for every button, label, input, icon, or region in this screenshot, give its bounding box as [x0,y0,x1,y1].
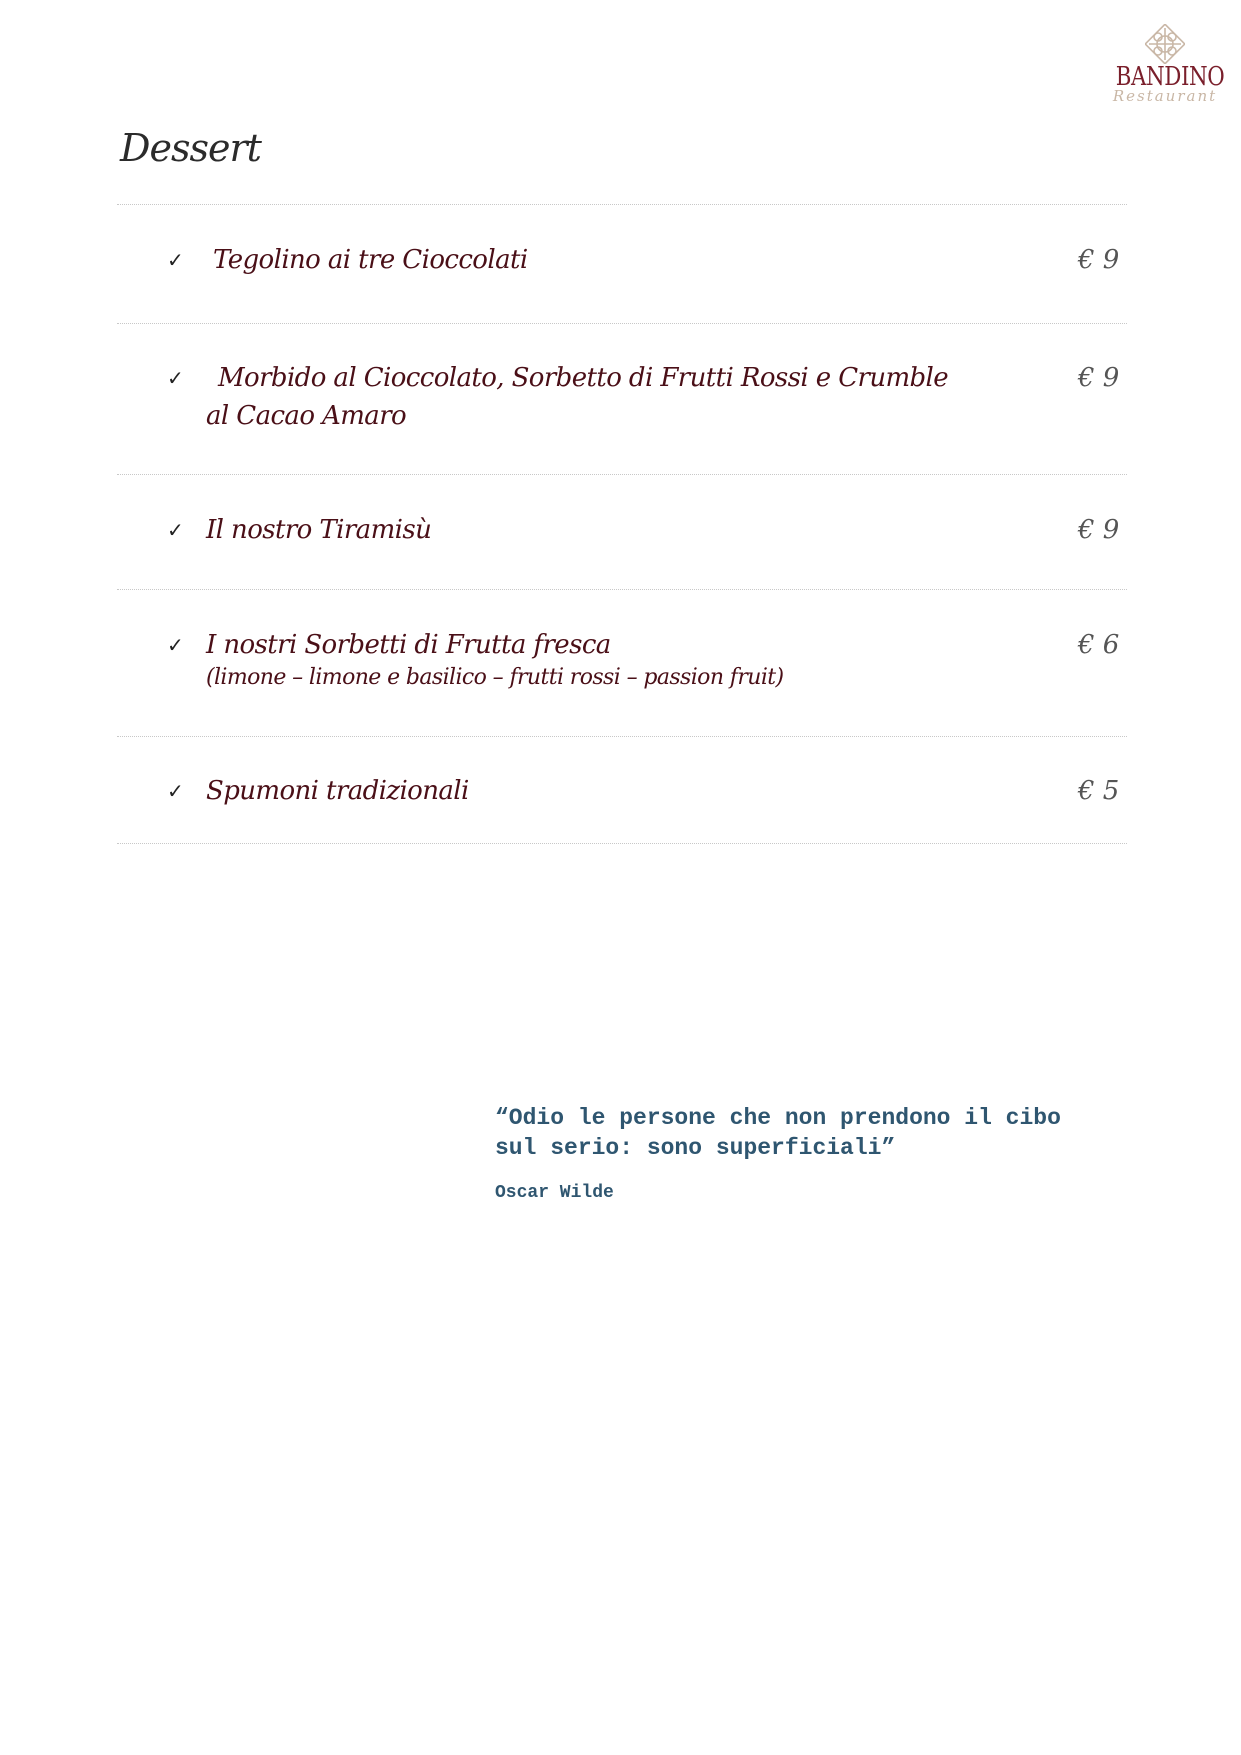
menu-item-name: I nostri Sorbetti di Frutta fresca [206,630,611,660]
separator [117,736,1127,737]
checkmark-icon: ✓ [167,248,184,272]
menu-item-price: € 6 [1078,630,1120,660]
separator [117,474,1127,475]
menu-item-price: € 9 [1078,363,1120,393]
separator [117,843,1127,844]
separator [117,204,1127,205]
menu-item-price: € 5 [1078,776,1120,806]
checkmark-icon: ✓ [167,633,184,657]
menu-item-price: € 9 [1078,515,1120,545]
menu-item-name: Spumoni tradizionali [206,776,469,806]
checkmark-icon: ✓ [167,779,184,803]
quote-line-2: sul serio: sono superficiali” [495,1135,896,1161]
menu-item-price: € 9 [1078,245,1120,275]
page-title: Dessert [120,126,261,170]
restaurant-logo [1105,24,1225,114]
menu-item-name: Il nostro Tiramisù [206,515,432,545]
menu-item-name: Tegolino ai tre Cioccolati [213,245,528,275]
quote-line-1: “Odio le persone che non prendono il cibo [495,1105,1061,1131]
quote-author: Oscar Wilde [495,1183,614,1203]
checkmark-icon: ✓ [167,518,184,542]
logo-subtitle: Restaurant [1112,87,1218,105]
quote-text [495,1103,1135,1163]
separator [117,323,1127,324]
logo-name: BANDINO [1115,62,1225,92]
menu-item-description: (limone – limone e basilico – frutti rossi – passion fruit) [206,665,784,690]
checkmark-icon: ✓ [167,366,184,390]
menu-item-name-continued: al Cacao Amaro [206,401,407,431]
separator [117,589,1127,590]
ornament-emblem-icon [1145,24,1185,64]
menu-item-name: Morbido al Cioccolato, Sorbetto di Frutti Rossi e Crumble [218,363,949,393]
